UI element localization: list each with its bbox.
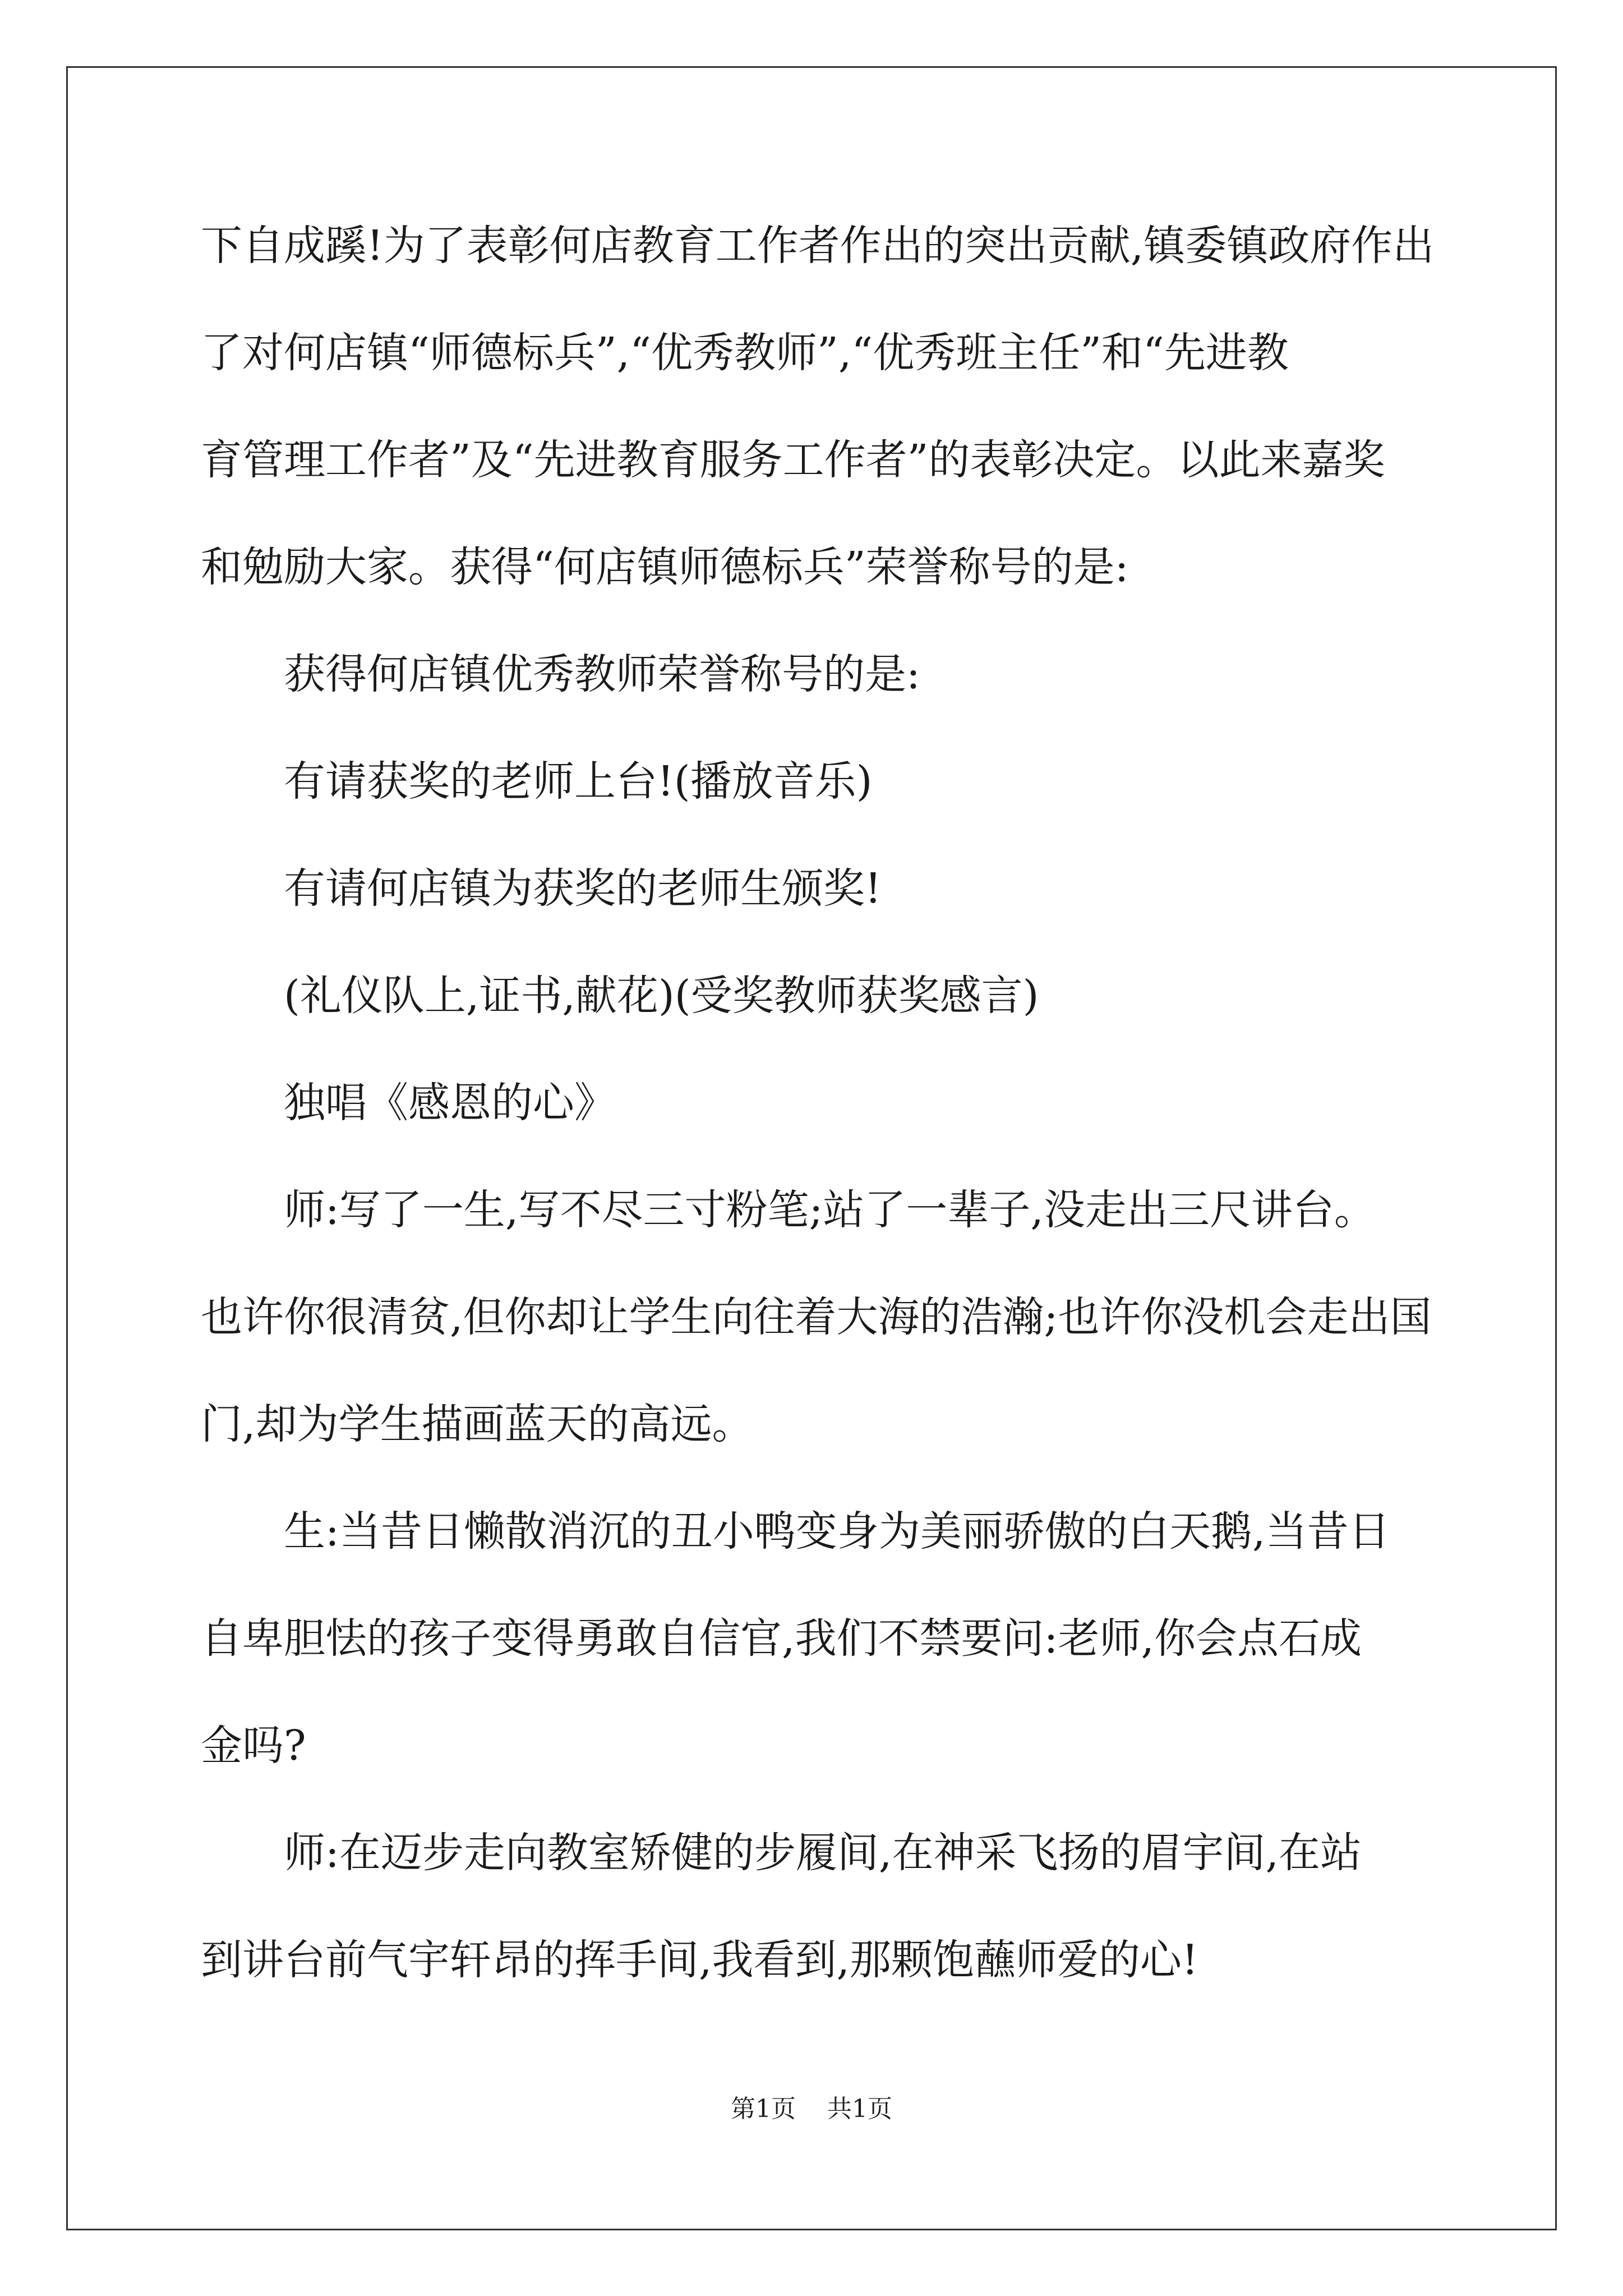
text-line: 有请何店镇为获奖的老师生颁奖!	[284, 864, 882, 913]
text-line: 生:当昔日懒散消沉的丑小鸭变身为美丽骄傲的白天鹅,当昔日	[284, 1507, 1390, 1556]
text-line: (礼仪队上,证书,献花)(受奖教师获奖感言)	[284, 972, 1039, 1020]
page-number-total: 共1页	[827, 2095, 892, 2123]
text-line: 育管理工作者”及“先进教育服务工作者”的表彰决定。以此来嘉奖	[201, 436, 1385, 484]
text-line: 门,却为学生描画蓝天的高远。	[201, 1400, 754, 1448]
text-line: 下自成蹊!为了表彰何店教育工作者作出的突出贡献,镇委镇政府作出	[201, 222, 1435, 270]
page-number-current: 第1页	[731, 2095, 796, 2123]
text-line: 也许你很清贫,但你却让学生向往着大海的浩瀚;也许你没机会走出国	[201, 1293, 1432, 1341]
text-line: 到讲台前气宇轩昂的挥手间,我看到,那颗饱蘸师爱的心!	[201, 1936, 1198, 1984]
text-line: 有请获奖的老师上台!(播放音乐)	[284, 757, 873, 806]
text-line: 了对何店镇“师德标兵”,“优秀教师”,“优秀班主任”和“先进教	[201, 329, 1289, 377]
text-line: 获得何店镇优秀教师荣誉称号的是:	[284, 650, 920, 698]
text-line: 师:在迈步走向教室矫健的步履间,在神采飞扬的眉宇间,在站	[284, 1829, 1362, 1877]
text-line: 自卑胆怯的孩子变得勇敢自信官,我们不禁要问:老师,你会点石成	[201, 1614, 1362, 1663]
text-line: 师:写了一生,写不尽三寸粉笔;站了一辈子,没走出三尺讲台。	[284, 1186, 1376, 1234]
document-body	[201, 219, 1435, 2040]
text-line: 金吗?	[201, 1722, 306, 1770]
text-line: 独唱《感恩的心》	[284, 1079, 616, 1127]
page-footer	[0, 2092, 1623, 2126]
text-line: 和勉励大家。获得“何店镇师德标兵”荣誉称号的是:	[201, 543, 1129, 591]
